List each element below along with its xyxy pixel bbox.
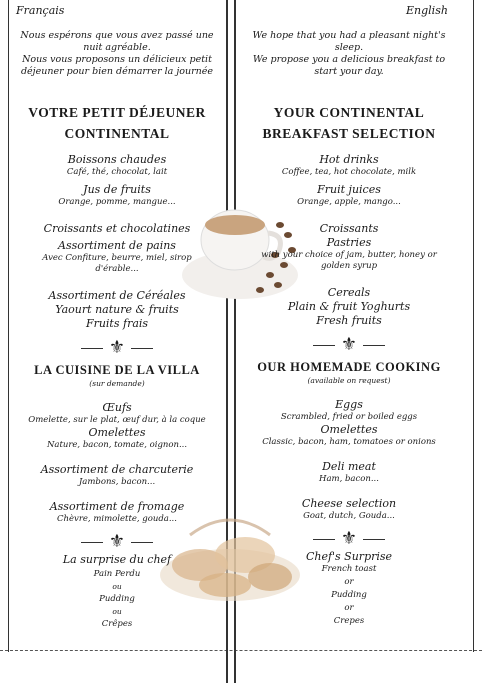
section-title-continental: YOUR CONTINENTAL BREAKFAST SELECTION: [262, 105, 436, 141]
item-cereals: Assortiment de Céréales Yaourt nature & fruits Fruits frais: [48, 289, 186, 330]
french-column: Nous espérons que vous avez passé une nuit agréable. Nous vous proposons un délicieux petit déjeuner pour bien démarrer la journée VOTRE PETIT DÉJEUNER CONTINENTAL Boissons chaudes Café, thé, chocolat, lait Jus de fruits Orange, pomme, mangue... Croissants et chocolatines Assortiment de pains Avec Confiture, beurre, miel, sirop d'érable... Assortiment de Céréales Yaourt nature & fruits Fruits frais ⚜ LA CUISINE DE LA VILLA (sur demande) Œufs Omelette, sur le plat, œuf dur, à la coque Omelettes Nature, bacon, tomate, oignon... Assortiment de charcuterie Jambons, bacon... Assortiment de fromage Chèvre, mimolette, gouda... ⚜ La surprise du chef Pain Perdu ou Pudding ou Crêpes: [10, 0, 224, 630]
section-title-homemade: OUR HOMEMADE COOKING: [257, 360, 441, 374]
item-cheese: Cheese selection Goat, dutch, Gouda...: [301, 497, 397, 521]
language-label-french: Français: [16, 4, 65, 17]
section-title-continental: VOTRE PETIT DÉJEUNER CONTINENTAL: [28, 105, 206, 141]
item-cheese: Assortiment de fromage Chèvre, mimolette, gouda...: [49, 500, 185, 524]
item-breads: Croissants et chocolatines Assortiment de pains Avec Confiture, beurre, miel, sirop d'érable...: [42, 222, 192, 274]
english-column: We hope that you had a pleasant night's sleep. We propose you a delicious breakfast to start your day. YOUR CONTINENTAL BREAKFAST SELECTION Hot drinks Coffee, tea, hot chocolate, milk Fruit juices Orange, apple, mango... Croissants Pastries with your choice of jam, butter, honey or golden syrup Cereals Plain & fruit Yoghurts Fresh fruits ⚜ OUR HOMEMADE COOKING (available on request) Eggs Scrambled, fried or boiled eggs Omelettes Classic, bacon, ham, tomatoes or onions Deli meat Ham, bacon... Cheese selection Goat, dutch, Gouda... ⚜ Chef's Surprise French toast or Pudding or Crepes: [240, 0, 458, 627]
left-wavy-border: [0, 0, 9, 652]
item-hot-drinks: Boissons chaudes Café, thé, chocolat, lait Jus de fruits Orange, pomme, mangue...: [58, 153, 176, 207]
item-deli-meat: Deli meat Ham, bacon...: [319, 460, 379, 484]
item-cereals: Cereals Plain & fruit Yoghurts Fresh fruits: [287, 286, 411, 327]
item-hot-drinks: Hot drinks Coffee, tea, hot chocolate, milk Fruit juices Orange, apple, mango...: [281, 153, 417, 207]
fleur-de-lis-icon: ⚜: [10, 531, 224, 553]
item-chef-surprise: Chef's Surprise French toast or Pudding or Crepes: [305, 550, 393, 626]
item-eggs: Eggs Scrambled, fried or boiled eggs Omelettes Classic, bacon, ham, tomatoes or onions: [262, 398, 436, 447]
item-charcuterie: Assortiment de charcuterie Jambons, bacon...: [40, 463, 194, 487]
fleur-de-lis-icon: ⚜: [240, 334, 458, 356]
fleur-de-lis-icon: ⚜: [10, 337, 224, 359]
bottom-border: [0, 650, 482, 659]
language-label-english: English: [406, 4, 448, 17]
section-title-cuisine: LA CUISINE DE LA VILLA: [34, 363, 200, 377]
intro-text: Nous espérons que vous avez passé une nuit agréable. Nous vous proposons un délicieux petit déjeuner pour bien démarrer la journée: [20, 30, 214, 77]
item-pastries: Croissants Pastries with your choice of jam, butter, honey or golden syrup: [261, 222, 437, 271]
right-wavy-border: [473, 0, 482, 652]
fleur-de-lis-icon: ⚜: [240, 528, 458, 550]
item-eggs: Œufs Omelette, sur le plat, œuf dur, à la coque Omelettes Nature, bacon, tomate, oignon...: [28, 401, 206, 450]
item-chef-surprise: La surprise du chef Pain Perdu ou Pudding ou Crêpes: [62, 553, 172, 629]
intro-text: We hope that you had a pleasant night's sleep. We propose you a delicious breakfast to start your day.: [252, 30, 446, 77]
